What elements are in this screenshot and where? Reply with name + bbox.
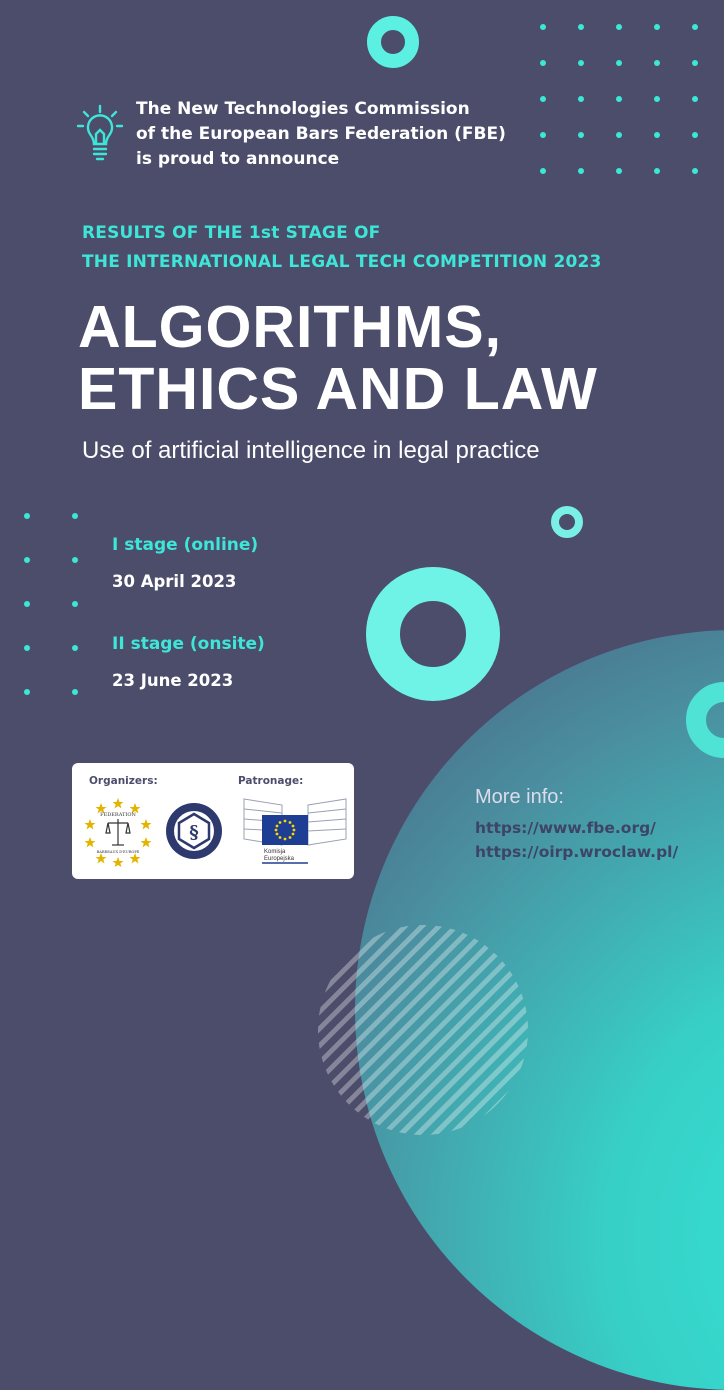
logo-card [72,763,354,879]
link-oirp[interactable]: https://oirp.wroclaw.pl/ [475,843,679,861]
ring-decoration-small [551,506,583,538]
tagline: Use of artificial intelligence in legal practice [82,437,540,464]
lightbulb-icon [76,104,124,166]
subheading-line-1: RESULTS OF THE 1st STAGE OF [82,223,381,243]
fbe-logo [82,795,154,867]
organizers-label: Organizers: [89,775,158,787]
intro-line-1: The New Technologies Commission [136,99,470,119]
dot-grid-left [24,513,78,695]
ec-logo-text-2: Europejska [264,856,295,862]
headline-line-1: ALGORITHMS, [78,294,502,360]
link-fbe[interactable]: https://www.fbe.org/ [475,819,656,837]
more-info-label: More info: [475,786,564,808]
headline [78,296,598,420]
stage-1-label: I stage (online) [112,535,259,555]
european-commission-logo [242,795,348,867]
patronage-label: Patronage: [238,775,304,787]
intro-text [136,97,506,172]
dot-grid-top-right [540,24,698,174]
svg-text:§: § [189,822,199,843]
stage-2-date: 23 June 2023 [112,671,234,690]
striped-circle-decoration [318,925,528,1135]
subheading-line-2: THE INTERNATIONAL LEGAL TECH COMPETITION 2023 [82,252,602,272]
oirp-seal-logo [164,801,224,861]
fbe-logo-text-bottom: BARREAUX D'EUROPE [96,850,140,854]
subheading [82,219,602,277]
ec-logo-text-1: Komisja [264,849,286,855]
ring-decoration-large [366,567,500,701]
headline-line-2: ETHICS AND LAW [78,356,598,422]
stage-2-label: II stage (onsite) [112,634,265,654]
intro-line-2: of the European Bars Federation (FBE) [136,124,506,144]
intro-line-3: is proud to announce [136,149,340,169]
stage-1-date: 30 April 2023 [112,572,237,591]
fbe-logo-text-top: FEDERATION [100,812,136,818]
ring-decoration-top [367,16,419,68]
